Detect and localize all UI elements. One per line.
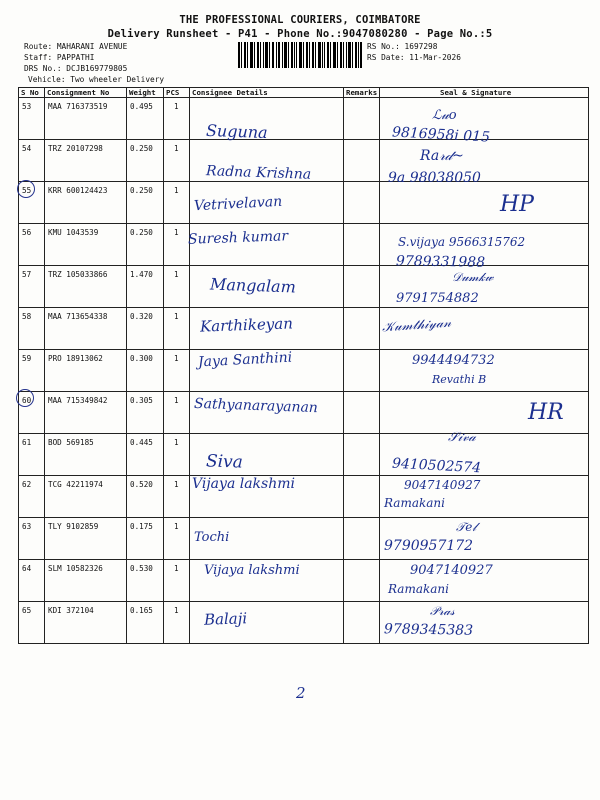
cell-pcs: 1 (164, 602, 190, 644)
cell-seal-signature (380, 98, 589, 140)
rs-date: RS Date: 11-Mar-2026 (367, 53, 461, 62)
cell-seal-signature (380, 224, 589, 266)
cell-pcs: 1 (164, 308, 190, 350)
cell-consignee-details (187, 224, 344, 266)
cell-pcs: 1 (164, 434, 190, 476)
handwritten-page-number: 2 (296, 684, 306, 702)
cell-seal-signature (380, 476, 589, 518)
table-row (19, 476, 589, 518)
cell-seal-signature (380, 350, 589, 392)
col-header-signature: Seal & Signature (380, 88, 589, 98)
signature-scribble-53: ℒ𝓊𝑜 (432, 108, 457, 123)
cell-pcs: 1 (164, 518, 190, 560)
handwritten-name-63: Tochi (194, 530, 230, 545)
cell-weight: 0.250 (127, 140, 164, 182)
cell-consignee-details (190, 350, 344, 392)
cell-sno: 63 (19, 518, 45, 560)
table-row (19, 182, 589, 224)
cell-sno: 59 (19, 350, 45, 392)
cell-pcs: 1 (164, 98, 190, 140)
table-row (19, 308, 589, 350)
cell-sno: 57 (19, 266, 45, 308)
table-row (19, 392, 589, 434)
sno-55-circle-mark (17, 180, 35, 198)
handwritten-name-59: Jaya Santhini (197, 349, 293, 371)
cell-weight: 0.300 (127, 350, 164, 392)
cell-sno: 62 (19, 476, 45, 518)
drs-label: DRS No.: DCJB169779805 (24, 64, 128, 73)
handwritten-phone-57: 9791754882 (396, 291, 479, 306)
table-row (19, 434, 589, 476)
cell-sno: 61 (19, 434, 45, 476)
cell-remarks (344, 140, 380, 182)
cell-consignee-details (190, 560, 344, 602)
cell-remarks (344, 350, 380, 392)
cell-weight: 0.165 (127, 602, 164, 644)
cell-seal-signature (380, 182, 589, 224)
signature-scribble-54: Ra𝓇𝒹~ (420, 148, 464, 164)
cell-sno: 60 (19, 392, 45, 434)
cell-seal-signature (380, 560, 589, 602)
cell-remarks (344, 224, 380, 266)
cell-weight: 0.445 (127, 434, 164, 476)
cell-consignment-no: KRR 600124423 (45, 182, 127, 224)
handwritten-name-64: Vijaya lakshmi (204, 563, 300, 578)
cell-pcs: 1 (164, 182, 190, 224)
cell-sno: 65 (19, 602, 45, 644)
cell-pcs: 1 (164, 140, 190, 182)
cell-seal-signature (380, 308, 589, 350)
cell-seal-signature (380, 266, 589, 308)
cell-sno: 58 (19, 308, 45, 350)
vehicle-label: Vehicle: Two wheeler Delivery (28, 75, 165, 84)
runsheet-table (18, 87, 589, 644)
col-header-weight: Weight (127, 88, 164, 98)
cell-consignment-no: BOD 569185 (45, 434, 127, 476)
cell-consignment-no: KDI 372104 (45, 602, 127, 644)
handwritten-phone-53: 9816958i 015 (391, 124, 491, 146)
handwritten-name-65: Balaji (203, 609, 248, 629)
cell-consignment-no: PRO 18913062 (45, 350, 127, 392)
cell-remarks (344, 434, 380, 476)
route-label: Route: MAHARANI AVENUE (24, 42, 128, 51)
cell-pcs: 1 (164, 266, 190, 308)
handwritten-name-58: Karthikeyan (199, 314, 294, 336)
company-title: THE PROFESSIONAL COURIERS, COIMBATORE (179, 14, 421, 26)
signature-scribble-61: 𝒮𝒾𝓋𝒶 (448, 430, 476, 445)
col-header-pcs: PCS (164, 88, 190, 98)
cell-remarks (344, 476, 380, 518)
handwritten-phone-65: 9789345383 (383, 621, 474, 639)
table-row (19, 140, 589, 182)
cell-consignment-no: MAA 715349842 (45, 392, 127, 434)
table-header-row (19, 88, 589, 98)
cell-consignee-details (190, 140, 344, 182)
cell-consignee-details (190, 308, 344, 350)
cell-consignee-details (190, 434, 344, 476)
table-row (19, 602, 589, 644)
cell-weight: 0.530 (127, 560, 164, 602)
staff-label: Staff: PAPPATHI (24, 53, 95, 62)
sno-60-circle-mark (16, 389, 34, 407)
handwritten-phone-54: 9a 98038050 (388, 170, 481, 186)
handwritten-mark-60: HR (528, 400, 564, 425)
cell-pcs: 1 (164, 350, 190, 392)
cell-seal-signature (380, 602, 589, 644)
cell-remarks (344, 98, 380, 140)
handwritten-name-57: Mangalam (209, 274, 297, 297)
table-row (19, 518, 589, 560)
cell-consignment-no: KMU 1043539 (45, 224, 127, 266)
cell-consignee-details (190, 182, 344, 224)
cell-weight: 0.520 (127, 476, 164, 518)
cell-weight: 0.320 (127, 308, 164, 350)
handwritten-name-53: Suguna (205, 120, 268, 143)
cell-weight: 0.250 (127, 182, 164, 224)
handwritten-name-56: Suresh kumar (187, 228, 289, 248)
cell-seal-signature (380, 434, 589, 476)
cell-consignee-details (190, 518, 344, 560)
cell-consignee-details (190, 98, 344, 143)
handwritten-receiver-56: S.vijaya 9566315762 (398, 235, 526, 249)
table-row (19, 98, 589, 140)
col-header-consignment: Consignment No (45, 88, 127, 98)
cell-remarks (344, 182, 380, 224)
cell-consignment-no: MAA 716373519 (45, 98, 127, 140)
cell-sno: 54 (19, 140, 45, 182)
cell-consignment-no: MAA 713654338 (45, 308, 127, 350)
handwritten-phone-63: 9790957172 (384, 538, 474, 554)
cell-sno: 55 (19, 182, 45, 224)
handwritten-receiver-62: Ramakani (384, 496, 445, 510)
cell-consignment-no: TRZ 20107298 (45, 140, 127, 182)
cell-seal-signature (380, 140, 589, 182)
cell-consignee-details (190, 266, 344, 308)
signature-scribble-65: 𝒫𝓇𝒶𝓈 (430, 604, 455, 618)
col-header-consignee: Consignee Details (190, 88, 344, 98)
cell-sno: 53 (19, 98, 45, 140)
runsheet-subtitle: Delivery Runsheet - P41 - Phone No.:9047080280 - Page No.:5 (107, 28, 493, 40)
handwritten-phone-59: 9944494732 (412, 353, 495, 368)
cell-pcs: 1 (164, 224, 190, 266)
col-header-remarks: Remarks (344, 88, 380, 98)
cell-remarks (344, 560, 380, 602)
cell-consignment-no: TRZ 105033866 (45, 266, 127, 308)
cell-seal-signature (380, 392, 589, 434)
table-row (19, 224, 589, 266)
cell-sno: 64 (19, 560, 45, 602)
cell-pcs: 1 (164, 392, 190, 434)
table-row (19, 560, 589, 602)
signature-scribble-58: 𝒦𝓊𝓂𝓉𝒽𝒾𝓎𝒶𝓃 (381, 315, 452, 336)
handwritten-name-61: Siva (205, 451, 244, 473)
cell-consignee-details (190, 602, 344, 644)
cell-weight: 0.175 (127, 518, 164, 560)
handwritten-name-60: Sathyanarayanan (193, 395, 319, 417)
cell-weight: 0.305 (127, 392, 164, 434)
handwritten-receiver-64: Ramakani (388, 582, 449, 596)
table-row (19, 350, 589, 392)
cell-pcs: 1 (164, 560, 190, 602)
cell-consignment-no: TLY 9102859 (45, 518, 127, 560)
cell-consignment-no: TCG 42211974 (45, 476, 127, 518)
cell-seal-signature (380, 518, 589, 560)
cell-weight: 0.495 (127, 98, 164, 140)
cell-remarks (344, 518, 380, 560)
cell-remarks (344, 392, 380, 434)
cell-sno: 56 (19, 224, 45, 266)
cell-remarks (344, 602, 380, 644)
cell-remarks (344, 266, 380, 308)
handwritten-name-62: Vijaya lakshmi (192, 476, 295, 492)
rs-number: RS No.: 1697298 (367, 42, 438, 51)
signature-scribble-57: 𝒟𝓊𝓂𝓀𝓌 (452, 270, 494, 284)
handwritten-phone-56: 9789331988 (395, 253, 486, 271)
cell-weight: 1.470 (127, 266, 164, 308)
handwritten-receiver-59: Revathi B (432, 373, 487, 386)
handwritten-phone-64: 9047140927 (410, 563, 493, 578)
cell-pcs: 1 (164, 476, 190, 518)
handwritten-mark-55: HP (500, 192, 534, 217)
table-row (19, 266, 589, 308)
handwritten-phone-61: 9410502574 (391, 455, 482, 477)
handwritten-name-55: Vetrivelavan (193, 193, 283, 215)
handwritten-phone-62: 9047140927 (404, 478, 481, 492)
cell-remarks (344, 308, 380, 350)
col-header-sno: S No (19, 88, 45, 98)
handwritten-name-54: Radna Krishna (205, 163, 312, 183)
cell-weight: 0.250 (127, 224, 164, 266)
cell-consignment-no: SLM 10582326 (45, 560, 127, 602)
cell-consignee-details (190, 476, 344, 518)
cell-consignee-details (190, 392, 344, 434)
signature-scribble-63: 𝒯𝑒𝓁 (456, 520, 477, 534)
barcode-image (238, 42, 362, 68)
